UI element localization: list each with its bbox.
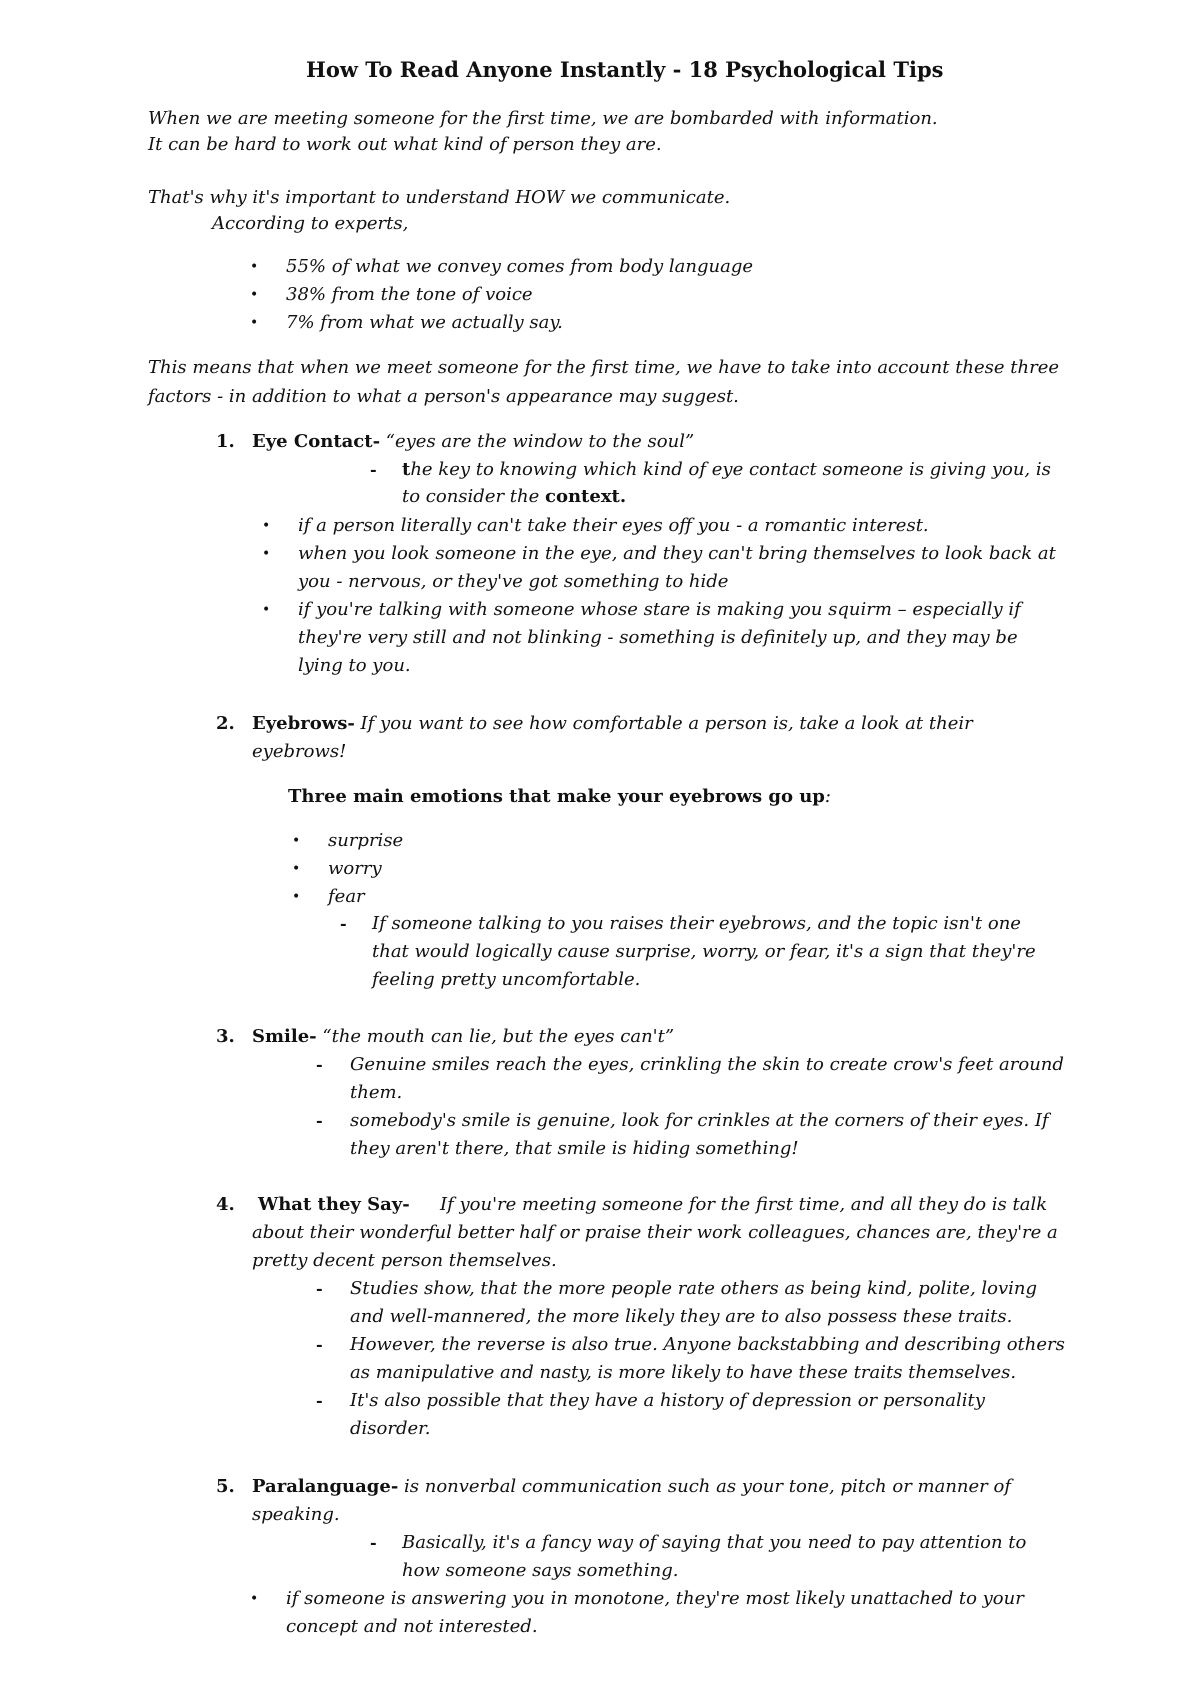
bullet-icon: • — [292, 861, 301, 877]
bullet-icon: • — [250, 287, 259, 303]
s2-subheading — [288, 785, 831, 809]
page-title: How To Read Anyone Instantly - 18 Psychological Tips — [306, 57, 944, 82]
s1-sub-text: he key to knowing which kind of eye contact someone is giving you, is — [410, 459, 1051, 480]
s1-bullet-cont: you - nervous, or they've got something to hide — [298, 571, 729, 592]
s2-bullet: fear — [328, 886, 365, 907]
s5-sub-line: how someone says something. — [402, 1560, 679, 1581]
section-text-cont: about their wonderful better half or praise their work colleagues, chances are, they're a — [252, 1222, 1058, 1243]
dash-bullet-icon: - — [316, 1335, 323, 1354]
intro-line-4: According to experts, — [212, 213, 409, 234]
s4-line: Studies show, that the more people rate others as being kind, polite, loving — [350, 1278, 1038, 1299]
section-text: If you're meeting someone for the first time, and all they do is talk — [440, 1194, 1048, 1215]
intro-bullet: 55% of what we convey comes from body language — [286, 256, 754, 277]
s1-sub-initial: t — [402, 459, 411, 480]
section-heading-eye-contact — [252, 430, 694, 454]
s2-bullet: surprise — [328, 830, 404, 851]
intro-para-1: This means that when we meet someone for the first time, we have to take into account these three — [148, 357, 1060, 378]
section-text-cont: speaking. — [252, 1504, 340, 1525]
section-text-cont: pretty decent person themselves. — [252, 1250, 557, 1271]
bullet-icon: • — [250, 259, 259, 275]
s5-bullet-cont: concept and not interested. — [286, 1616, 538, 1637]
section-heading-eyebrows — [252, 712, 973, 736]
s4-line: and well-mannered, the more likely they are to also possess these traits. — [350, 1306, 1013, 1327]
s1-sub-text: to consider the — [402, 486, 545, 507]
intro-line-1: When we are meeting someone for the first time, we are bombarded with information. — [148, 108, 938, 129]
dash-bullet-icon: - — [316, 1055, 323, 1074]
section-title-what-they-say: What they Say- — [258, 1194, 410, 1215]
s1-bullet-cont: lying to you. — [298, 655, 411, 676]
section-quote: “eyes are the window to the soul” — [380, 431, 695, 452]
section-number: 5. — [216, 1476, 235, 1497]
bullet-icon: • — [262, 602, 271, 618]
intro-para-2: factors - in addition to what a person's appearance may suggest. — [148, 386, 739, 407]
s1-bullet: when you look someone in the eye, and they can't bring themselves to look back at — [298, 543, 1056, 564]
bullet-icon: • — [250, 1591, 259, 1607]
intro-line-3: That's why it's important to understand HOW we communicate. — [148, 187, 731, 208]
s2-note: If someone talking to you raises their eyebrows, and the topic isn't one — [372, 913, 1021, 934]
intro-bullet: 7% from what we actually say. — [286, 312, 563, 333]
section-text: is nonverbal communication such as your tone, pitch or manner of — [398, 1476, 1011, 1497]
dash-bullet-icon: - — [316, 1391, 323, 1410]
section-number: 1. — [216, 431, 235, 452]
s2-subheading-text: Three main emotions that make your eyebrows go up — [288, 786, 825, 807]
s3-line: them. — [350, 1082, 403, 1103]
s2-bullet: worry — [328, 858, 382, 879]
section-text: If you want to see how comfortable a person is, take a look at their — [354, 713, 973, 734]
s4-line: as manipulative and nasty, is more likely to have these traits themselves. — [350, 1362, 1017, 1383]
bullet-icon: • — [292, 889, 301, 905]
s5-bullet: if someone is answering you in monotone, they're most likely unattached to your — [286, 1588, 1024, 1609]
dash-bullet-icon: - — [370, 460, 377, 479]
dash-bullet-icon: - — [340, 914, 347, 933]
s3-line: Genuine smiles reach the eyes, crinkling the skin to create crow's feet around — [350, 1054, 1064, 1075]
section-number: 4. — [216, 1194, 235, 1215]
dash-bullet-icon: - — [316, 1279, 323, 1298]
s3-line: they aren't there, that smile is hiding something! — [350, 1138, 799, 1159]
s3-line: somebody's smile is genuine, look for crinkles at the corners of their eyes. If — [350, 1110, 1049, 1131]
s1-sub-line-1 — [402, 458, 1051, 482]
s2-note: feeling pretty uncomfortable. — [372, 969, 641, 990]
intro-line-2: It can be hard to work out what kind of person they are. — [148, 134, 662, 155]
bullet-icon: • — [250, 315, 259, 331]
section-number: 2. — [216, 713, 235, 734]
section-title: Eyebrows- — [252, 713, 355, 734]
dash-bullet-icon: - — [316, 1111, 323, 1130]
section-text-cont: eyebrows! — [252, 741, 347, 762]
section-number: 3. — [216, 1026, 235, 1047]
dash-bullet-icon: - — [370, 1533, 377, 1552]
s1-bullet: if a person literally can't take their eyes off you - a romantic interest. — [298, 515, 929, 536]
section-title: Paralanguage- — [252, 1476, 399, 1497]
intro-bullet: 38% from the tone of voice — [286, 284, 533, 305]
s4-line: It's also possible that they have a history of depression or personality — [350, 1390, 985, 1411]
s4-line: However, the reverse is also true. Anyone backstabbing and describing others — [350, 1334, 1065, 1355]
s1-bullet: if you're talking with someone whose stare is making you squirm – especially if — [298, 599, 1021, 620]
bullet-icon: • — [292, 833, 301, 849]
s4-line: disorder. — [350, 1418, 431, 1439]
s1-bullet-cont: they're very still and not blinking - something is definitely up, and they may be — [298, 627, 1018, 648]
s5-sub-line: Basically, it's a fancy way of saying that you need to pay attention to — [402, 1532, 1027, 1553]
section-heading-paralanguage — [252, 1475, 1011, 1499]
s1-sub-line-2 — [402, 485, 626, 509]
s1-context-bold: context. — [545, 486, 627, 507]
section-quote: “the mouth can lie, but the eyes can't” — [316, 1026, 675, 1047]
section-title: Smile- — [252, 1026, 317, 1047]
bullet-icon: • — [262, 546, 271, 562]
section-heading-smile — [252, 1025, 674, 1049]
bullet-icon: • — [262, 518, 271, 534]
s2-note: that would logically cause surprise, worry, or fear, it's a sign that they're — [372, 941, 1036, 962]
s2-subheading-colon: : — [824, 786, 831, 807]
section-title: Eye Contact- — [252, 431, 381, 452]
